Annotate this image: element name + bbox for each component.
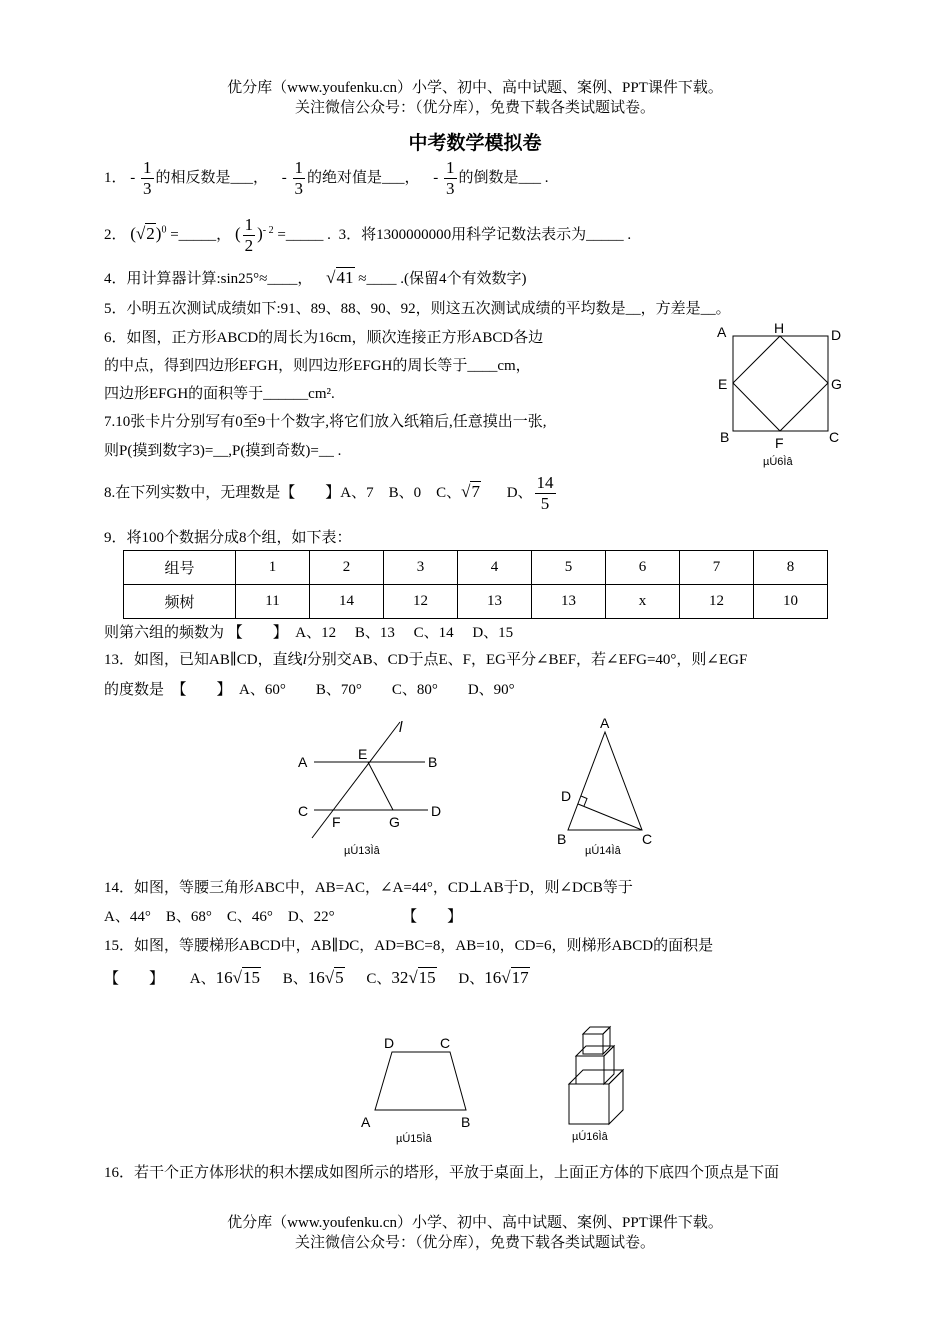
square-abcd <box>733 336 828 431</box>
question-9-intro: 9．将100个数据分成8个组，如下表： <box>104 530 352 546</box>
q2-number: 2． <box>104 226 127 243</box>
cube-top-side <box>603 1027 610 1054</box>
label-b: B <box>461 1114 471 1130</box>
label-a: A <box>717 324 727 340</box>
frequency-table <box>123 550 828 619</box>
table-row: 频树 11 14 12 13 13 x 12 10 <box>124 585 828 619</box>
footer-line-1: 优分库（www.youfenku.cn）小学、初中、高中试题、案例、PPT课件下载。 <box>227 1215 723 1231</box>
q1-fraction-1: $\frac{1}{3}$ <box>143 158 152 198</box>
q1-part-3: 的倒数是___ . <box>458 169 549 186</box>
q1-minus-2: - <box>281 169 287 186</box>
q1-minus-3: - <box>433 169 439 186</box>
question-16: 16．若干个正方体形状的积木摆成如图所示的塔形，平放于桌面上，上面正方体的下底四个顶点是下面 <box>104 1165 780 1181</box>
footer-line-2: 关注微信公众号：（优分库），免费下载各类试题试卷。 <box>294 1235 655 1251</box>
q1-fraction-3: $\frac{1}{3}$ <box>446 158 455 198</box>
question-15-line-1: 15．如图，等腰梯形ABCD中，AB∥DC，AD=BC=8，AB=10，CD=6，则梯形ABCD的面积是 <box>104 938 714 954</box>
question-6-line-2: 的中点，得到四边形EFGH，则四边形EFGH的周长等于____cm， <box>104 358 531 374</box>
q2-expr-1: $(√2)^0$ <box>130 223 167 243</box>
label-c: C <box>829 429 840 445</box>
q1-minus-1: - <box>130 169 136 186</box>
q2-fraction: $\frac{1}{2}$ <box>244 215 254 255</box>
question-4: 4．用计算器计算:sin25°≈____， √41 ≈____ .(保留4个有效数字) <box>104 268 527 287</box>
question-13-line-2: 的度数是 【 】 A、60° B、70° C、80° D、90° <box>104 682 515 698</box>
question-7-line-2: 则P(摸到数字3)=__,P(摸到奇数)=__ . <box>104 443 342 459</box>
figure-14 <box>550 712 670 862</box>
cube-bottom-side <box>609 1070 623 1124</box>
label-c: C <box>298 803 309 819</box>
right-angle-mark <box>581 796 587 806</box>
label-d: D <box>384 1035 395 1051</box>
figure-13-caption: µÚ13Ìâ <box>344 845 380 857</box>
q1-fraction-2: $\frac{1}{3}$ <box>294 158 304 198</box>
line-l <box>312 722 400 838</box>
q2-blank-2: =_____ . <box>277 226 331 243</box>
header-line-1: 优分库（www.youfenku.cn）小学、初中、高中试题、案例、PPT课件下载。 <box>227 80 723 96</box>
square-efgh <box>733 336 828 431</box>
question-6-line-3: 四边形EFGH的面积等于______cm². <box>104 386 335 402</box>
question-6-line-1: 6．如图，正方形ABCD的周长为16cm，顺次连接正方形ABCD各边 <box>104 330 544 346</box>
figure-15-caption: µÚ15Ìâ <box>396 1133 432 1145</box>
figure-16 <box>560 1020 640 1145</box>
label-d: D <box>561 788 572 804</box>
segment-eg <box>368 762 393 810</box>
question-2-3: 2． $(√2)^0$ =_____， ( $\frac{1}{2}$ )$^{- 2}$ =_____ . 3．将1300000000用科学记数法表示为_____ . <box>104 215 632 255</box>
label-b: B <box>557 831 567 847</box>
label-b: B <box>720 429 730 445</box>
q1-part-1: 的相反数是___， <box>155 169 269 186</box>
question-8: 8.在下列实数中，无理数是【 】A、7 B、0 C、√7 D、 $\frac{14}{5}$ <box>104 473 554 513</box>
label-f: F <box>775 435 784 451</box>
question-5: 5．小明五次测试成绩如下:91、89、88、90、92，则这五次测试成绩的平均数是__，方差是__。 <box>104 301 731 317</box>
question-14-line-2: A、44° B、68° C、46° D、22° 【 】 <box>104 909 463 925</box>
figure-16-caption: µÚ16Ìâ <box>572 1131 608 1143</box>
label-e: E <box>358 746 368 762</box>
question-14-line-1: 14．如图，等腰三角形ABC中，AB=AC，∠A=44°，CD⊥AB于D，则∠DCB等于 <box>104 880 633 896</box>
label-a: A <box>600 715 610 731</box>
figure-13 <box>290 712 450 862</box>
q4-radicand: 41 <box>336 268 354 287</box>
q8-fraction: $\frac{14}{5}$ <box>536 473 554 513</box>
q1-part-2: 的绝对值是___， <box>307 169 420 186</box>
trapezoid-abcd <box>375 1052 466 1110</box>
label-h: H <box>774 320 785 336</box>
question-15-line-2: 【 】 A、16√15 B、16√5 C、32√15 D、16√17 <box>104 968 529 987</box>
cube-top-front <box>583 1034 603 1054</box>
cube-bottom-front <box>569 1084 609 1124</box>
label-d: D <box>831 327 842 343</box>
segment-cd <box>578 804 642 830</box>
label-e: E <box>718 376 728 392</box>
question-7-line-1: 7.10张卡片分别写有0至9十个数字,将它们放入纸箱后,任意摸出一张, <box>104 414 547 430</box>
label-f: F <box>332 814 341 830</box>
header-line-2: 关注微信公众号：（优分库），免费下载各类试题试卷。 <box>294 100 655 116</box>
label-c: C <box>642 831 653 847</box>
question-13-line-1: 13．如图，已知AB∥CD，直线l分别交AB、CD于点E、F，EG平分∠BEF，若∠EFG=40°，则∠EGF <box>104 652 748 668</box>
figure-6-caption: µÚ6Ìâ <box>763 456 793 468</box>
label-c: C <box>440 1035 451 1051</box>
label-g: G <box>389 814 400 830</box>
question-1 <box>104 158 549 199</box>
question-3: 3．将1300000000用科学记数法表示为_____ . <box>338 226 632 243</box>
table-row: 组号 1 2 3 4 5 6 7 8 <box>124 551 828 585</box>
q2-blank-1: =_____ <box>170 226 217 243</box>
label-l: l <box>399 719 403 736</box>
cube-bottom-top <box>569 1070 623 1084</box>
label-d: D <box>431 803 442 819</box>
label-a: A <box>361 1114 371 1130</box>
q1-number: 1． <box>104 169 127 186</box>
label-a: A <box>298 754 308 770</box>
label-g: G <box>831 376 842 392</box>
figure-15 <box>355 1032 490 1147</box>
question-9-options: 则第六组的频数为 【 】 A、12 B、13 C、14 D、15 <box>104 625 514 641</box>
figure-14-caption: µÚ14Ìâ <box>585 845 621 857</box>
figure-6 <box>712 318 852 473</box>
page-title: 中考数学模拟卷 <box>408 133 542 154</box>
label-b: B <box>428 754 438 770</box>
